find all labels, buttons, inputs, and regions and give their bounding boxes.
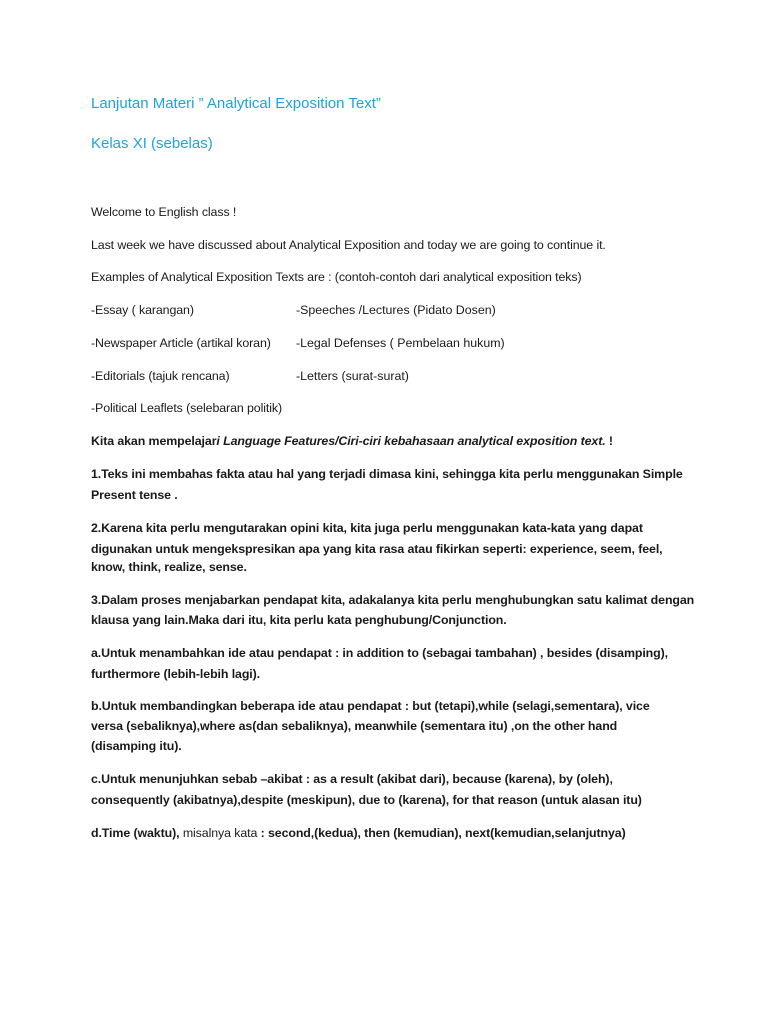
point-b-line1: b.Untuk membandingkan beberapa ide atau pendapat : but (tetapi),while (selagi,sementara), vice xyxy=(91,699,650,713)
point-a-line1: a.Untuk menambahkan ide atau pendapat : in addition to (sebagai tambahan) , besides (disamping), xyxy=(91,646,668,660)
point-c-line1: c.Untuk menunjuhkan sebab –akibat : as a result (akibat dari), because (karena), by (oleh), xyxy=(91,772,613,786)
example-letters: -Letters (surat-surat) xyxy=(296,369,409,383)
point1-line2: Present tense . xyxy=(91,488,178,502)
point2-examples: : experience, seem, feel, xyxy=(522,542,663,556)
welcome-line: Welcome to English class ! xyxy=(91,205,237,219)
features-intro-b: i Language Features/Ciri-ciri kebahasaan analytical exposition text. xyxy=(216,434,606,448)
example-newspaper: -Newspaper Article (artikal koran) xyxy=(91,336,271,350)
point-b-line3: (disamping itu). xyxy=(91,739,182,753)
point-a-line2: furthermore (lebih-lebih lagi). xyxy=(91,667,261,681)
example-legal: -Legal Defenses ( Pembelaan hukum) xyxy=(296,336,505,350)
point2-line1: 2.Karena kita perlu mengutarakan opini kita, kita juga perlu menggunakan kata-kata yang dapat xyxy=(91,521,643,535)
examples-intro: Examples of Analytical Exposition Texts are : (contoh-contoh dari analytical exposition teks) xyxy=(91,270,582,284)
point1-text: 1.Teks ini membahas fakta atau hal yang terjadi dimasa kini, sehingga kita perlu menggunakan xyxy=(91,467,643,481)
point3-line2: klausa yang lain.Maka dari itu, kita perlu kata penghubung/Conjunction. xyxy=(91,613,507,627)
point-d-misalnya: misalnya kata xyxy=(182,826,258,840)
point2-line3: know, think, realize, sense. xyxy=(91,560,247,574)
point-d-line1 xyxy=(91,823,626,843)
point2-text: digunakan untuk mengekspresikan apa yang kita rasa atau fikirkan seperti xyxy=(91,542,523,556)
last-week-line: Last week we have discussed about Analytical Exposition and today we are going to continue it. xyxy=(91,238,606,252)
example-speeches: -Speeches /Lectures (Pidato Dosen) xyxy=(296,303,496,317)
point-d-time: d.Time (waktu), xyxy=(91,826,183,840)
point3-line1: 3.Dalam proses menjabarkan pendapat kita, adakalanya kita perlu menghubungkan satu kalimat dengan xyxy=(91,593,695,607)
features-intro xyxy=(91,431,613,451)
point1-line1 xyxy=(91,464,683,484)
point-b-line2: versa (sebaliknya),where as(dan sebaliknya), meanwhile (sementara itu) ,on the other hand xyxy=(91,719,618,733)
point1-simple: Simple xyxy=(642,467,683,481)
point2-line2 xyxy=(91,539,663,559)
example-essay: -Essay ( karangan) xyxy=(91,303,194,317)
example-leaflets: -Political Leaflets (selebaran politik) xyxy=(91,401,282,415)
point-c-line2: consequently (akibatnya),despite (meskipun), due to (karena), for that reason (untuk alasan itu) xyxy=(91,793,642,807)
class-label: Kelas XI (sebelas) xyxy=(91,135,213,152)
features-intro-c: ! xyxy=(605,434,613,448)
document-title: Lanjutan Materi ” Analytical Exposition Text” xyxy=(91,95,381,112)
features-intro-a: Kita akan mempelajar xyxy=(91,434,217,448)
point-d-list: : second,(kedua), then (kemudian), next(kemudian,selanjutnya) xyxy=(257,826,626,840)
example-editorials: -Editorials (tajuk rencana) xyxy=(91,369,230,383)
